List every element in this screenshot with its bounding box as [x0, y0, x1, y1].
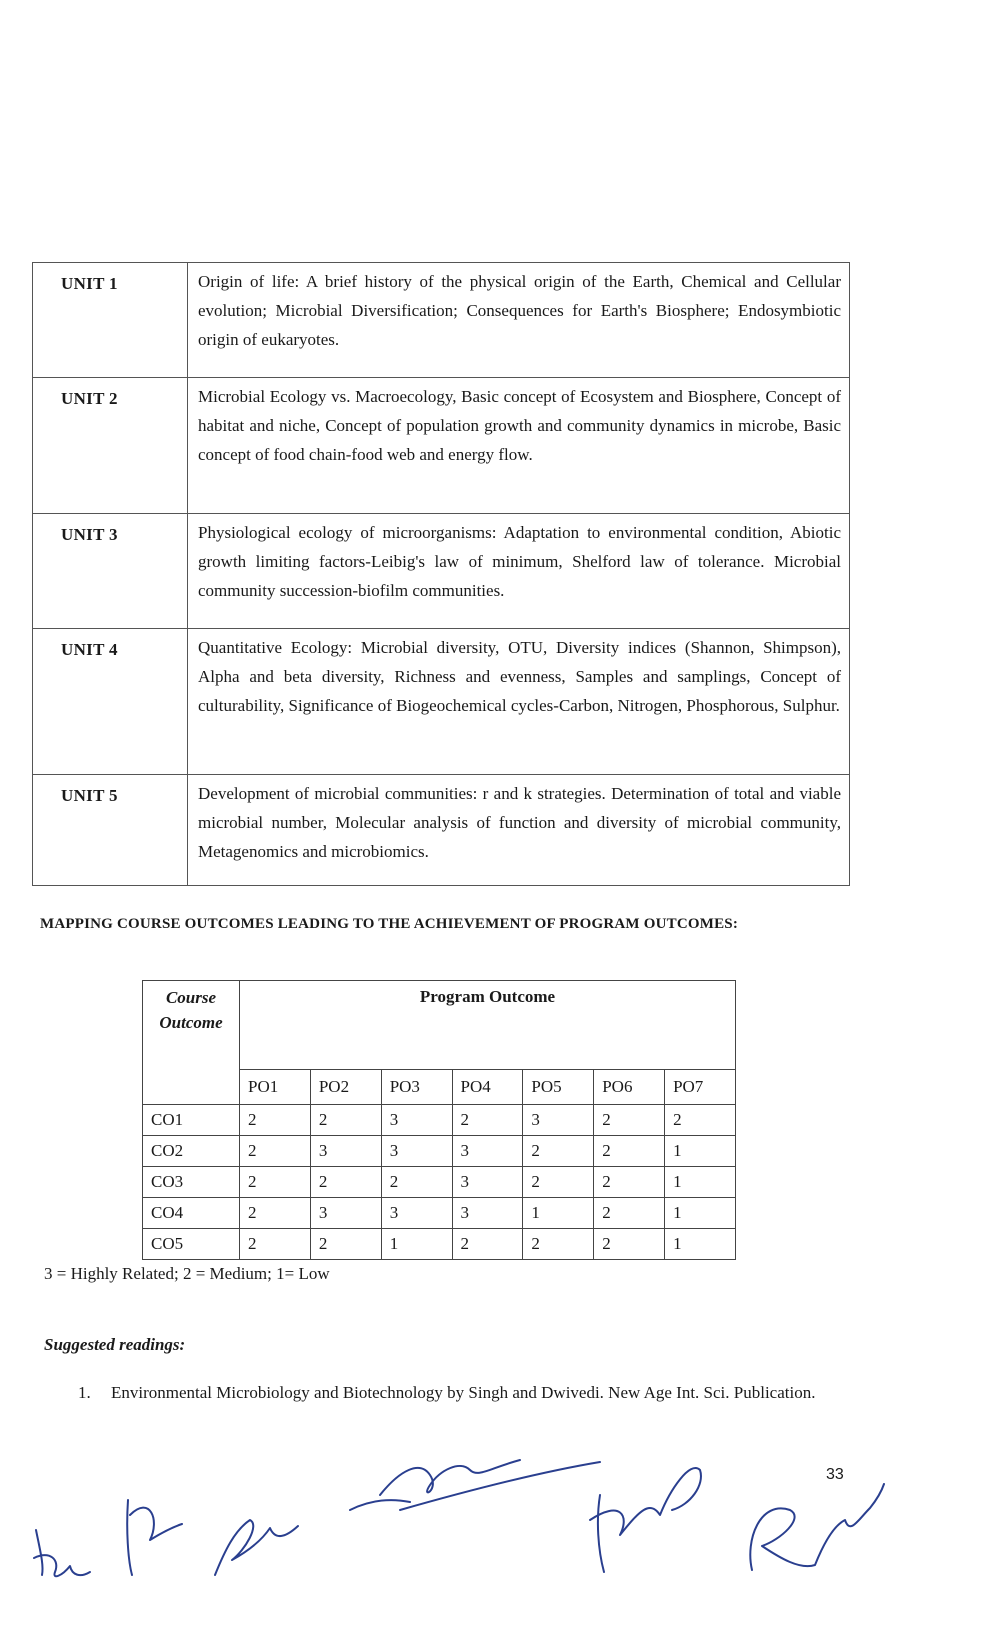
po-value: 3: [381, 1136, 452, 1167]
co-label: CO3: [143, 1167, 240, 1198]
co-label: CO1: [143, 1105, 240, 1136]
po-value: 3: [523, 1105, 594, 1136]
unit-row: [33, 263, 850, 378]
reading-number: 1.: [78, 1383, 91, 1402]
table-row: [143, 1198, 736, 1229]
unit-row: [33, 775, 850, 886]
po-column-header: PO2: [310, 1070, 381, 1105]
po-value: 2: [452, 1105, 523, 1136]
po-value: 2: [594, 1105, 665, 1136]
course-outcome-header: [143, 981, 240, 1105]
po-value: 2: [240, 1167, 311, 1198]
po-column-header: PO5: [523, 1070, 594, 1105]
po-value: 2: [240, 1229, 311, 1260]
po-value: 2: [594, 1167, 665, 1198]
po-value: 2: [240, 1198, 311, 1229]
po-mapping-table: [142, 980, 736, 1260]
unit-name: UNIT 1: [33, 263, 188, 378]
signature-5: [590, 1468, 701, 1572]
reading-text: Environmental Microbiology and Biotechnology by Singh and Dwivedi. New Age Int. Sci. Publication.: [111, 1383, 816, 1402]
unit-row: [33, 629, 850, 775]
po-value: 2: [523, 1136, 594, 1167]
table-row: [143, 1229, 736, 1260]
signature-2: [127, 1500, 182, 1575]
po-value: 1: [665, 1167, 736, 1198]
course-outcome-header-line1: Course: [165, 988, 217, 1007]
po-column-header: PO1: [240, 1070, 311, 1105]
course-outcome-header-line2: Outcome: [159, 1013, 223, 1032]
signature-4: [350, 1460, 600, 1510]
unit-description: Development of microbial communities: r and k strategies. Determination of total and viable microbial number, Molecular analysis of function and diversity of microbial community, Metagenomics and microbiomics.: [188, 775, 850, 886]
unit-name: UNIT 5: [33, 775, 188, 886]
po-value: 1: [665, 1136, 736, 1167]
po-value: 3: [452, 1136, 523, 1167]
mapping-heading: MAPPING COURSE OUTCOMES LEADING TO THE ACHIEVEMENT OF PROGRAM OUTCOMES:: [40, 916, 739, 932]
unit-description: Microbial Ecology vs. Macroecology, Basic concept of Ecosystem and Biosphere, Concept of habitat and niche, Concept of population growth and community dynamics in microbe, Basic concept of food chain-food web and energy flow.: [188, 378, 850, 514]
po-value: 3: [381, 1105, 452, 1136]
po-value: 2: [310, 1229, 381, 1260]
po-value: 2: [381, 1167, 452, 1198]
table-row: [143, 1136, 736, 1167]
signature-6: [750, 1484, 884, 1570]
co-label: CO2: [143, 1136, 240, 1167]
po-value: 2: [523, 1229, 594, 1260]
po-column-header: PO3: [381, 1070, 452, 1105]
po-value: 3: [452, 1198, 523, 1229]
co-label: CO4: [143, 1198, 240, 1229]
po-value: 2: [523, 1167, 594, 1198]
po-value: 1: [523, 1198, 594, 1229]
po-header-row: [143, 981, 736, 1070]
program-outcome-header: Program Outcome: [240, 981, 736, 1070]
unit-row: [33, 514, 850, 629]
po-value: 1: [381, 1229, 452, 1260]
suggested-readings-title: Suggested readings:: [44, 1335, 186, 1354]
po-value: 2: [665, 1105, 736, 1136]
unit-description: Quantitative Ecology: Microbial diversity, OTU, Diversity indices (Shannon, Shimpson), Alpha and beta diversity, Richness and evenness, Samples and samplings, Concept of culturability, Significance of Biogeochemical cycles-Carbon, Nitrogen, Phosphorous, Sulphur.: [188, 629, 850, 775]
relation-legend: 3 = Highly Related; 2 = Medium; 1= Low: [44, 1264, 330, 1283]
po-column-header: PO4: [452, 1070, 523, 1105]
table-row: [143, 1167, 736, 1198]
po-value: 2: [310, 1167, 381, 1198]
po-value: 2: [240, 1136, 311, 1167]
po-value: 2: [594, 1198, 665, 1229]
unit-name: UNIT 4: [33, 629, 188, 775]
po-value: 3: [381, 1198, 452, 1229]
unit-description: Origin of life: A brief history of the physical origin of the Earth, Chemical and Cellular evolution; Microbial Diversification; Consequences for Earth's Biosphere; Endosymbiotic origin of eukaryotes.: [188, 263, 850, 378]
po-value: 2: [594, 1136, 665, 1167]
signatures-image: [0, 1400, 997, 1651]
po-value: 2: [240, 1105, 311, 1136]
unit-row: [33, 378, 850, 514]
po-value: 2: [452, 1229, 523, 1260]
signature-1: [34, 1530, 90, 1576]
unit-description: Physiological ecology of microorganisms: Adaptation to environmental condition, Abiotic growth limiting factors-Leibig's law of minimum, Shelford law of tolerance. Microbial community succession-biofilm communities.: [188, 514, 850, 629]
po-value: 3: [452, 1167, 523, 1198]
table-row: [143, 1105, 736, 1136]
po-value: 1: [665, 1198, 736, 1229]
page-number: 33: [826, 1466, 844, 1483]
unit-name: UNIT 3: [33, 514, 188, 629]
po-column-header: PO7: [665, 1070, 736, 1105]
po-value: 3: [310, 1136, 381, 1167]
po-value: 2: [310, 1105, 381, 1136]
po-value: 2: [594, 1229, 665, 1260]
unit-name: UNIT 2: [33, 378, 188, 514]
signature-3: [215, 1520, 298, 1575]
po-value: 1: [665, 1229, 736, 1260]
po-column-header: PO6: [594, 1070, 665, 1105]
po-value: 3: [310, 1198, 381, 1229]
co-label: CO5: [143, 1229, 240, 1260]
units-table: [32, 262, 850, 886]
